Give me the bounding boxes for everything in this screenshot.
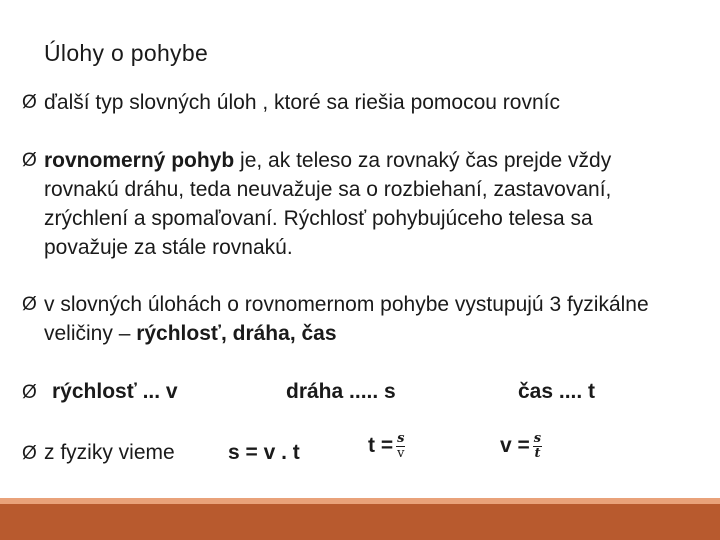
- bullet-quantities: [22, 290, 682, 348]
- formula-time-lhs: t =: [368, 434, 394, 457]
- quantities-row: [22, 377, 37, 407]
- bullet-arrow-icon: Ø: [22, 92, 37, 113]
- quantities-lead: v slovných úlohách o rovnomernom pohybe vystupujú 3 fyzikálne veličiny –: [44, 293, 649, 345]
- bullet-arrow-icon: Ø: [22, 150, 37, 171]
- fraction-denominator: t: [534, 445, 541, 461]
- fraction-s-over-v: [396, 432, 405, 461]
- fraction-numerator: s: [533, 430, 542, 446]
- slide-title: Úlohy o pohybe: [44, 40, 209, 66]
- definition-text: je, ak teleso za rovnaký čas prejde vždy rovnakú dráhu, teda neuvažuje sa o rozbiehaní, zastavovaní, zrýchlení a spomaľovaní. Rýchlosť pohybujúceho telesa sa považuje za stále rovnakú.: [44, 149, 612, 259]
- distance-symbol: dráha ..... s: [286, 380, 396, 403]
- formulas-lead: z fyziky vieme: [44, 441, 175, 464]
- speed-symbol: rýchlosť ... v: [52, 380, 178, 403]
- formula-speed-lhs: v =: [500, 434, 530, 457]
- fraction-denominator: v: [397, 445, 405, 461]
- term-uniform-motion: rovnomerný pohyb: [44, 149, 235, 172]
- formula-speed: [500, 431, 542, 461]
- formulas-row: [22, 438, 37, 468]
- bullet-arrow-icon: Ø: [22, 382, 37, 403]
- footer-bar: [0, 498, 720, 540]
- fraction-numerator: s: [397, 430, 405, 446]
- formula-time: [368, 431, 405, 461]
- bullet-arrow-icon: Ø: [22, 294, 37, 315]
- bullet-quantities-text: [44, 290, 682, 348]
- bullet-uniform-motion-text: [44, 146, 682, 262]
- bullet-uniform-motion: [22, 146, 682, 262]
- quantities-list: rýchlosť, dráha, čas: [136, 322, 337, 345]
- time-symbol: čas .... t: [518, 380, 596, 403]
- fraction-s-over-t: [533, 432, 542, 461]
- formula-distance: s = v . t: [228, 441, 300, 464]
- bullet-intro: [22, 88, 682, 117]
- bullet-arrow-icon: Ø: [22, 443, 37, 464]
- bullet-intro-text: ďalší typ slovných úloh , ktoré sa riešia pomocou rovníc: [44, 91, 560, 114]
